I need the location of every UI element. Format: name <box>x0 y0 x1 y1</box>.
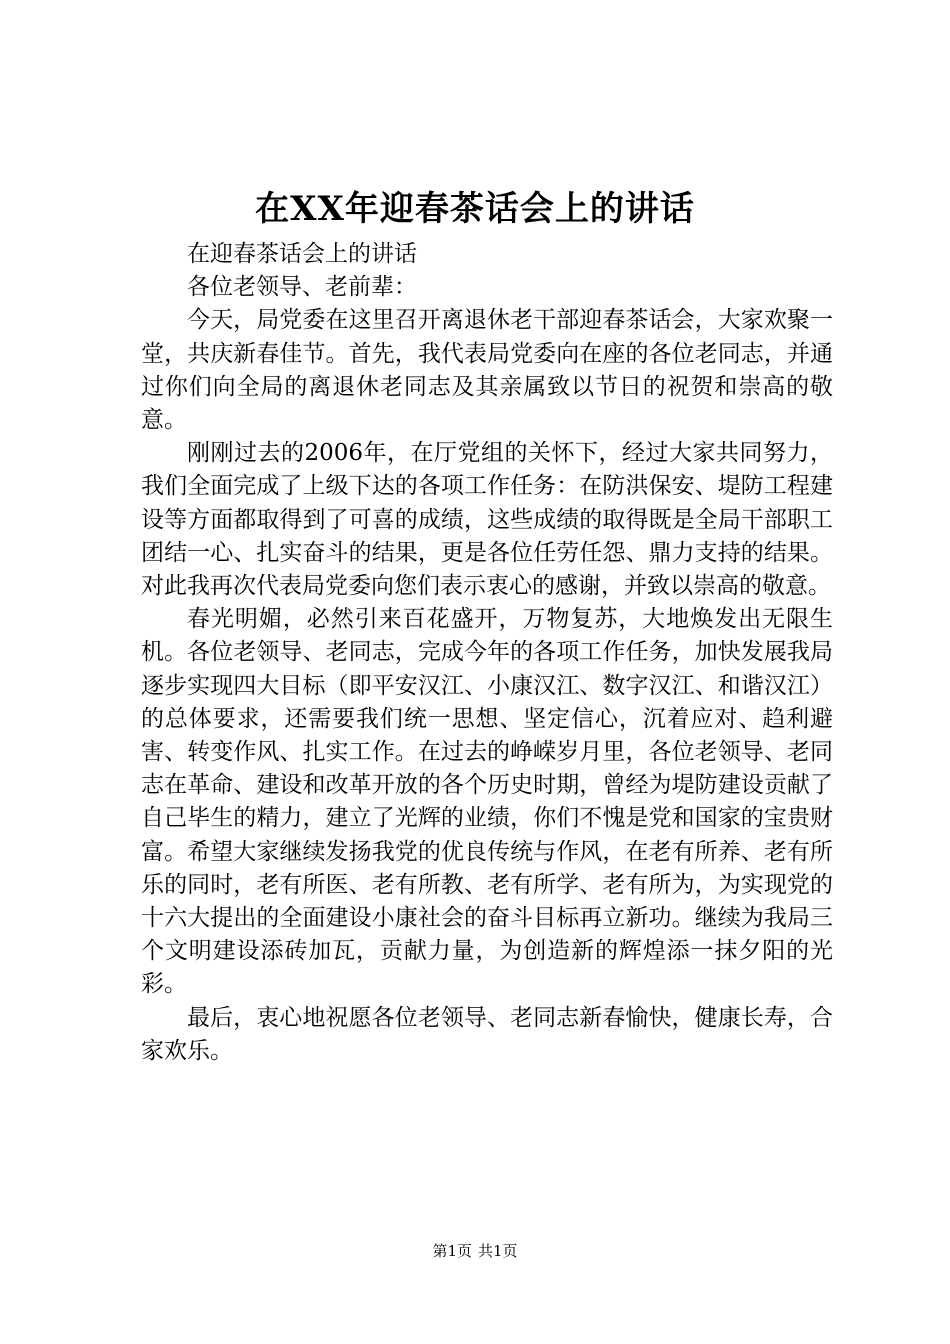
document-title: 在XX年迎春茶话会上的讲话 <box>255 189 695 229</box>
salutation-paragraph: 各位老领导、老前辈： <box>187 274 417 301</box>
subtitle-paragraph: 在迎春茶话会上的讲话 <box>187 241 417 267</box>
document-body <box>141 238 833 1068</box>
page-number: 第1页 <box>432 1242 472 1260</box>
body-paragraph: 今天，局党委在这里召开离退休老干部迎春茶话会，大家欢聚一堂，共庆新春佳节。首先，我代表局党委向在座的各位老同志，并通过你们向全局的离退休老同志及其亲属致以节日的祝贺和崇高的敬意。 <box>141 307 833 434</box>
body-paragraph: 春光明媚，必然引来百花盛开，万物复苏，大地焕发出无限生机。各位老领导、老同志，完成今年的各项工作任务，加快发展我局逐步实现四大目标（即平安汉江、小康汉江、数字汉江、和谐汉江）的总体要求，还需要我们统一思想、坚定信心，沉着应对、趋利避害、转变作风、扎实工作。在过去的峥嵘岁月里，各位老领导、老同志在革命、建设和改革开放的各个历史时期，曾经为堤防建设贡献了自己毕生的精力，建立了光辉的业绩，你们不愧是党和国家的宝贵财富。希望大家继续发扬我党的优良传统与作风，在老有所养、老有所乐的同时，老有所医、老有所教、老有所学、老有所为，为实现党的十六大提出的全面建设小康社会的奋斗目标再立新功。继续为我局三个文明建设添砖加瓦，贡献力量，为创造新的辉煌添一抹夕阳的光彩。 <box>141 606 833 998</box>
closing-paragraph: 最后，衷心地祝愿各位老领导、老同志新春愉快，健康长寿，合家欢乐。 <box>141 1004 833 1064</box>
page-total: 共1页 <box>478 1242 518 1260</box>
page-footer <box>0 1240 950 1262</box>
body-paragraph: 刚刚过去的2006年，在厅党组的关怀下，经过大家共同努力，我们全面完成了上级下达的各项工作任务：在防洪保安、堤防工程建设等方面都取得到了可喜的成绩，这些成绩的取得既是全局干部职工团结一心、扎实奋斗的结果，更是各位任劳任怨、鼎力支持的结果。对此我再次代表局党委向您们表示衷心的感谢，并致以崇高的敬意。 <box>141 440 833 600</box>
